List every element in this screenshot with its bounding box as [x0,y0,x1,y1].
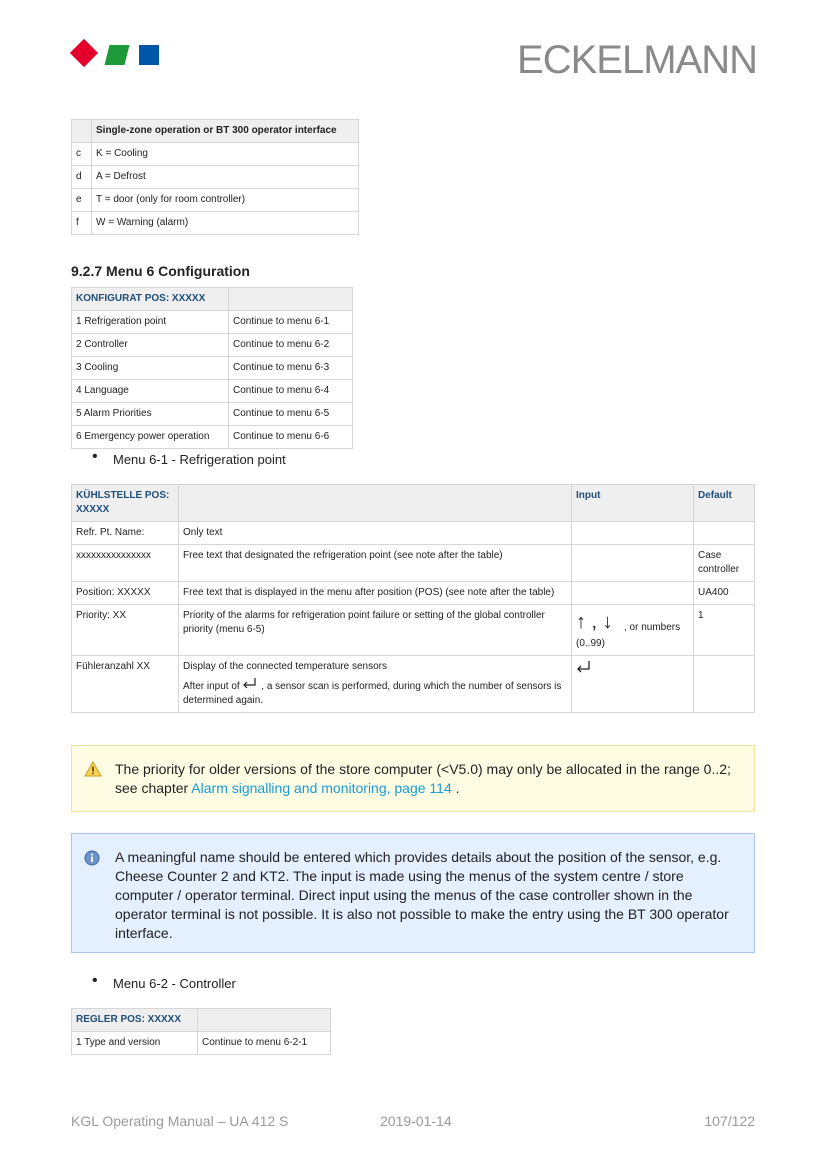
controller-menu-table [71,1008,331,1055]
table-cell: 4 Language [72,380,229,403]
table-cell: f [72,212,92,235]
bullet-dot: • [92,972,98,989]
table-cell: W = Warning (alarm) [92,212,359,235]
table-cell: e [72,189,92,212]
table-row [72,582,755,605]
table-cell [572,656,694,713]
table-header-cell: KÜHLSTELLE POS: XXXXX [72,485,179,522]
cell-line: After input of , a sensor scan is performed, during which the number of sensors is determined again. [183,678,567,708]
table-cell: Case controller [694,545,755,582]
table-header-row [72,120,359,143]
table-cell [572,582,694,605]
table-row [72,357,353,380]
table-row [72,380,353,403]
table-cell: K = Cooling [92,143,359,166]
logo-red-square [70,39,98,67]
table-cell [572,545,694,582]
table-cell: d [72,166,92,189]
table-cell: Refr. Pt. Name: [72,522,179,545]
table-cell [572,522,694,545]
table-cell [179,656,572,713]
bullet-text: Menu 6-2 - Controller [113,976,236,991]
table-row [72,545,755,582]
bullet-text: Menu 6-1 - Refrigeration point [113,452,286,467]
table-header-row [72,1009,331,1032]
info-icon [84,850,100,866]
table-row [72,166,359,189]
table-cell: Continue to menu 6-3 [229,357,353,380]
table-cell [694,522,755,545]
table-cell: 1 [694,605,755,656]
table-header-cell [72,120,92,143]
table-header-row [72,288,353,311]
table-row [72,334,353,357]
table-cell: 3 Cooling [72,357,229,380]
info-text: A meaningful name should be entered which provides details about the position of the sensor, e.g. Cheese Counter 2 and KT2. The input is made using the menus of the system centre / store computer / operator terminal. Direct input using the menus of the case controller shown in the operator terminal is not possible. It is also not possible to make the entry using the BT 300 operator interface. [115,849,729,941]
table-cell: Continue to menu 6-6 [229,426,353,449]
table-row [72,212,359,235]
warning-text: The priority for older versions of the store computer (<V5.0) may only be allocated in the range 0..2; see chapter Alarm signalling and monitoring, page 114 . [115,761,731,796]
table-cell: Priority: XX [72,605,179,656]
table-cell: UA400 [694,582,755,605]
table-cell [572,605,694,656]
table-header-cell [179,485,572,522]
section-heading: 9.2.7 Menu 6 Configuration [71,263,250,279]
table-cell: Continue to menu 6-2-1 [198,1032,331,1055]
warning-note [71,745,755,812]
table-cell: 1 Type and version [72,1032,198,1055]
input-range: (0..99) [576,638,605,649]
chapter-link[interactable]: Alarm signalling and monitoring, page 114 [191,780,452,796]
input-alt-text: , or numbers [624,622,681,633]
logo-green-square [105,45,130,65]
logo-blue-square [139,45,159,65]
table-cell: T = door (only for room controller) [92,189,359,212]
table-cell: Only text [179,522,572,545]
input-keys [576,609,689,637]
company-logo [71,40,163,74]
arrow-keys-icon: ↑ , ↓ [576,611,613,633]
table-row [72,426,353,449]
table-row [72,311,353,334]
table-cell: Continue to menu 6-4 [229,380,353,403]
table-cell: Priority of the alarms for refrigeration point failure or setting of the global controller priority (menu 6-5) [179,605,572,656]
table-cell: Continue to menu 6-2 [229,334,353,357]
table-row [72,656,755,713]
info-note [71,833,755,953]
table-cell: Free text that is displayed in the menu after position (POS) (see note after the table) [179,582,572,605]
table-row [72,189,359,212]
table-header-cell [229,288,353,311]
bullet-dot: • [92,448,98,465]
table-cell: xxxxxxxxxxxxxxx [72,545,179,582]
table-cell: Position: XXXXX [72,582,179,605]
table-row [72,605,755,656]
table-cell: Fühleranzahl XX [72,656,179,713]
table-header-cell: KONFIGURAT POS: XXXXX [72,288,229,311]
table-cell: Free text that designated the refrigeration point (see note after the table) [179,545,572,582]
table-header-cell: Input [572,485,694,522]
brand-name: ECKELMANN [517,38,757,82]
footer-date: 2019-01-14 [380,1113,452,1129]
table-cell: 1 Refrigeration point [72,311,229,334]
table-row [72,522,755,545]
table-row [72,143,359,166]
table-cell: Continue to menu 6-1 [229,311,353,334]
table-cell: 2 Controller [72,334,229,357]
footer-page-number: 107/122 [704,1113,755,1129]
table-cell: c [72,143,92,166]
cell-line: Display of the connected temperature sensors [183,661,387,672]
table-header-row [72,485,755,522]
table-header-cell: Single-zone operation or BT 300 operator interface [92,120,359,143]
table-cell: A = Defrost [92,166,359,189]
table-header-cell [198,1009,331,1032]
enter-key-icon [242,678,258,690]
footer-document-title: KGL Operating Manual – UA 412 S [71,1113,289,1129]
enter-key-icon [576,660,592,674]
warning-icon [84,761,102,777]
table-cell: Continue to menu 6-5 [229,403,353,426]
table-cell [694,656,755,713]
table-row [72,403,353,426]
table-header-cell: Default [694,485,755,522]
status-codes-table [71,119,359,235]
table-cell: 5 Alarm Priorities [72,403,229,426]
table-cell: 6 Emergency power operation [72,426,229,449]
table-header-cell: REGLER POS: XXXXX [72,1009,198,1032]
refrigeration-point-table [71,484,755,713]
configuration-menu-table [71,287,353,449]
table-row [72,1032,331,1055]
